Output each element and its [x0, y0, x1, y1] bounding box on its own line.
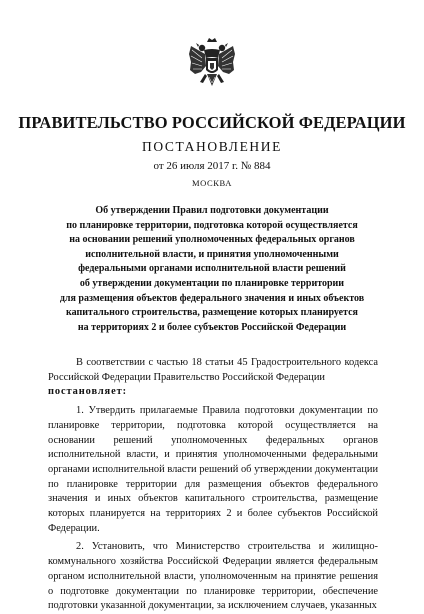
paragraph-2: 2. Установить, что Министерство строительства и жилищно-коммунального хозяйства Российской Федерации является федеральным органом исполнительной власти, уполномоченным на принятие решения о подготовке документации по планировке территории, обеспечение подготовки указанной документации, за исключением случаев, указанных [48, 541, 378, 612]
title-line: на территориях 2 и более субъектов Российской Федерации [77, 321, 347, 333]
title-line: федеральными органами исполнительной власти решений [78, 263, 346, 275]
document-type: ПОСТАНОВЛЕНИЕ [142, 139, 282, 154]
paragraph-1: 1. Утвердить прилагаемые Правила подготовки документации по планировке территории, подготовка которой осуществляется на основании решений уполномоченных федеральных органов исполнительной власти, и принятия уполномоченными федеральными органами исполнительной власти решений об утверждении документации по планировке территории для размещения объектов федерального значения и иных объектов капитального строительства, размещение которых планируется на территориях 2 и более субъектов Российской Федерации. [48, 405, 378, 534]
document-body [48, 356, 378, 614]
intro-paragraph: В соответствии с частью 18 статьи 45 Градостроительного кодекса Российской Федерации Правительство Российской Федерации [48, 357, 378, 383]
city: МОСКВА [191, 178, 232, 188]
coat-of-arms-emblem [187, 36, 237, 94]
title-line: на основании решений уполномоченных федеральных органов [69, 234, 355, 246]
decree-word: постановляет: [48, 386, 127, 398]
title-line: для размещения объектов федерального значения и иных объектов [59, 292, 365, 304]
title-line: исполнительной власти, и принятия уполномоченными [85, 248, 339, 260]
title-line: по планировке территории, подготовка которой осуществляется [66, 219, 358, 231]
title-line: Об утверждении Правил подготовки документации [95, 205, 329, 216]
document-title [52, 204, 372, 335]
date-and-number: от 26 июля 2017 г. № 884 [153, 160, 271, 172]
title-line: об утверждении документации по планировке территории [79, 277, 345, 289]
government-title: ПРАВИТЕЛЬСТВО РОССИЙСКОЙ ФЕДЕРАЦИИ [18, 113, 406, 132]
title-line: капитального строительства, размещение которых планируется [66, 307, 358, 319]
